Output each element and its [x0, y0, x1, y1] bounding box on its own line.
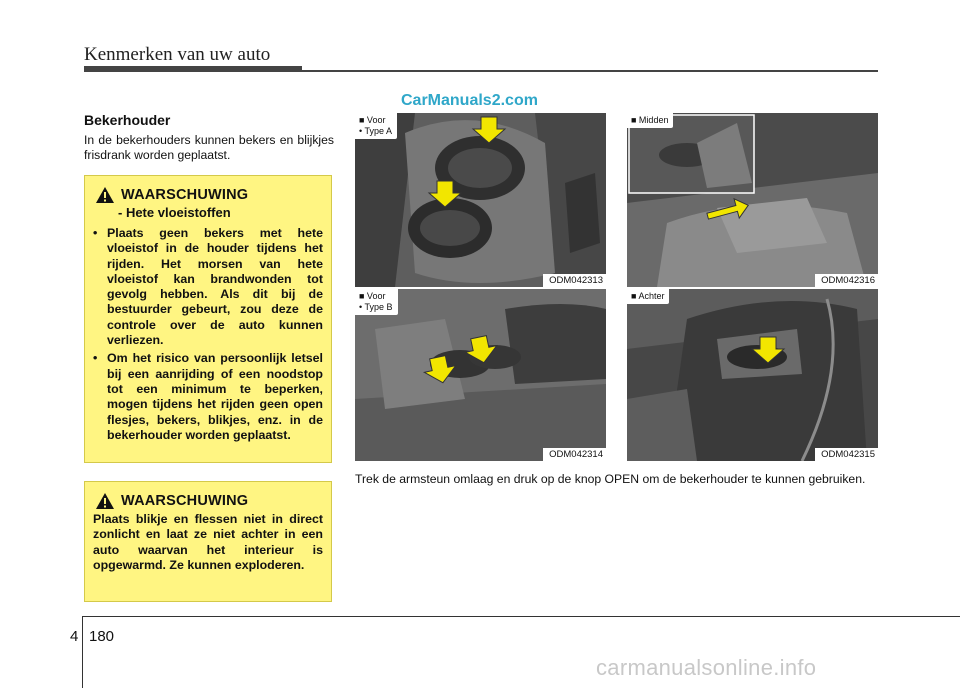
warning-box-sunlight [84, 481, 332, 602]
header-rule-thick [84, 66, 302, 72]
photo-code: ODM042314 [543, 448, 606, 461]
photo-front-cupholder-type-b [355, 289, 606, 461]
photo-rear-cupholder [627, 289, 878, 461]
warning-list [93, 226, 323, 443]
warning-item: • Om het risico van persoonlijk letsel bij een aanrijding of een noodstop tot een minimum te beperken, mogen tijdens het rijden geen open flesjes, bekers, blikjes, enz. in de bekerhouder worden geplaatst. [93, 351, 323, 443]
warning-title: WAARSCHUWING [121, 493, 249, 509]
photo-code: ODM042313 [543, 274, 606, 287]
chapter-number: 4 [70, 628, 79, 645]
warning-triangle-icon [95, 492, 115, 510]
warning-text: Plaats blikje en flessen niet in direct zonlicht en laat ze niet achter in een auto waarvan het interieur is opgewarmd. Ze kunnen exploderen. [93, 512, 323, 572]
warning-box-hot-liquids [84, 175, 332, 463]
photo-label: ■ Voor • Type A [355, 113, 397, 139]
warning-subtitle: - Hete vloeistoffen [118, 205, 231, 220]
page-number: 180 [89, 628, 115, 645]
section-title: Bekerhouder [84, 112, 171, 128]
footer-rule [83, 616, 960, 617]
photo-label: ■ Voor • Type B [355, 289, 398, 315]
warning-title: WAARSCHUWING [121, 187, 249, 203]
header-rule-thin [302, 70, 878, 72]
photo-label: ■ Midden [627, 113, 673, 128]
section-intro: In de bekerhouders kunnen bekers en blijkjes frisdrank worden geplaatst. [84, 133, 334, 162]
warning-item: • Plaats geen bekers met hete vloeistof in de houder tijdens het rijden. Het morsen van hete vloeistof kan brandwonden tot gevolg hebben. Als dit bij de bestuurder gebeurt, zou deze de controle over de auto kunnen verliezen. [93, 226, 323, 348]
photo-code: ODM042316 [815, 274, 878, 287]
photo-code: ODM042315 [815, 448, 878, 461]
warning-triangle-icon [95, 186, 115, 204]
watermark-top: CarManuals2.com [401, 92, 538, 109]
photo-label: ■ Achter [627, 289, 669, 304]
photo-front-cupholder-type-a [355, 113, 606, 287]
header-title: Kenmerken van uw auto [84, 44, 271, 65]
photo-caption: Trek de armsteun omlaag en druk op de knop OPEN om de bekerhouder te kunnen gebruiken. [355, 472, 866, 486]
photo-middle-armrest [627, 113, 878, 287]
footer-divider [82, 616, 83, 688]
watermark-bottom: carmanualsonline.info [596, 655, 817, 680]
